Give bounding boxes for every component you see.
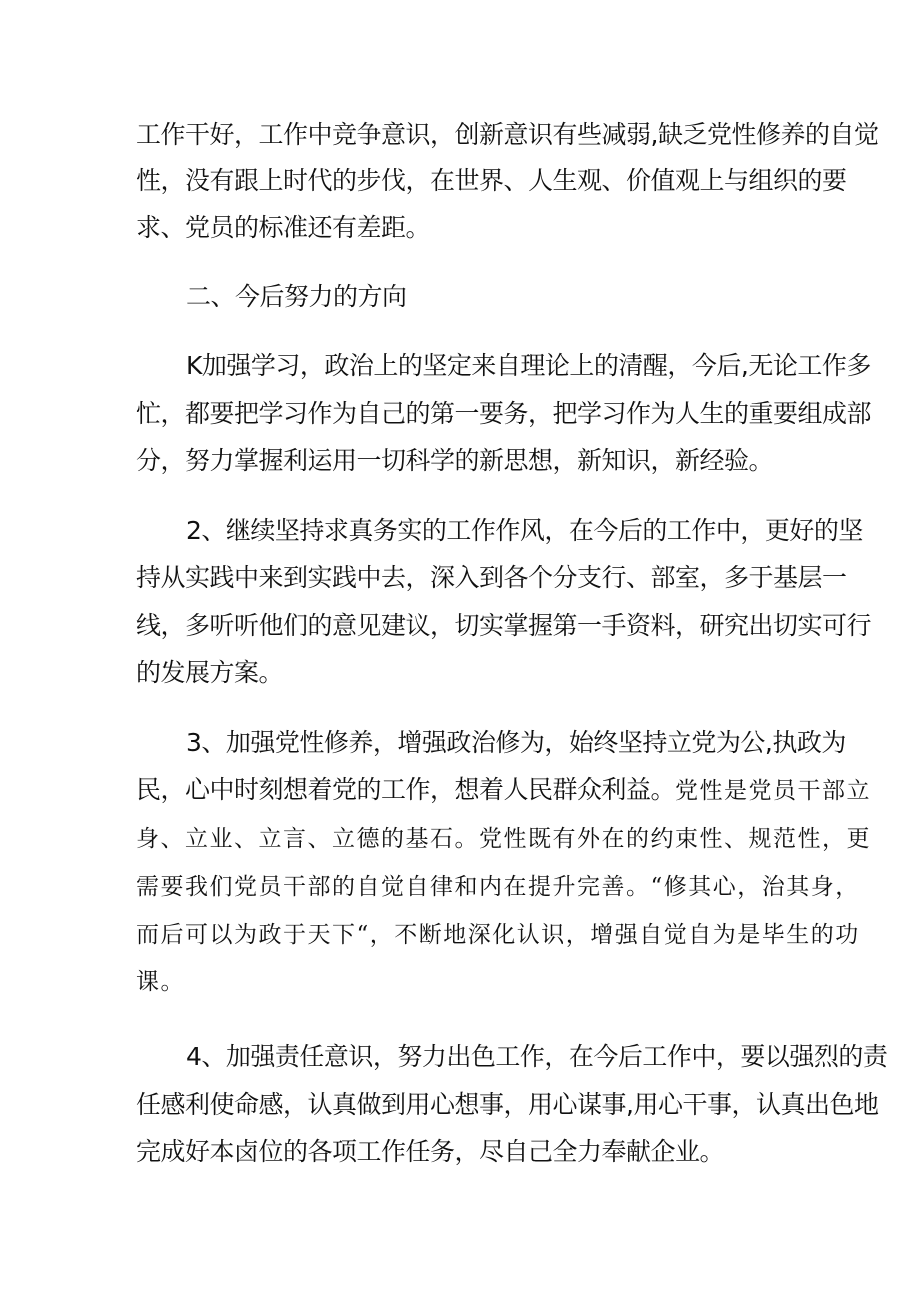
item2-line-3: 线，多听听他们的意见建议，切实掌握第一手资料，研究出切实可行 [136, 611, 872, 640]
item4-line-3: 完成好本卤位的各项工作任务，尽自己全力奉献企业。 [136, 1137, 725, 1166]
intro-line-2: 性，没有跟上时代的步伐，在世界、人生观、价值观上与组织的要 [136, 166, 847, 195]
intro-line-3: 求、党员的标准还有差距。 [136, 213, 431, 242]
item3-line-2 [136, 773, 871, 808]
item1-line-2: 忙，都要把学习作为自己的第一要务，把学习作为人生的重要组成部 [136, 399, 872, 428]
item3-line-5: 而后可以为政于天下“，不断地深化认识，增强自觉自为是毕生的功 [136, 922, 860, 948]
section-heading: 二、今后努力的方向 [186, 282, 407, 311]
item3-line-1: 3、加强党性修养，增强政治修为，始终坚持立党为公,执政为 [186, 728, 846, 757]
item4-line-1: 4、加强责任意识，努力出色工作，在今后工作中，要以强烈的责 [186, 1042, 888, 1071]
item2-line-2: 持从实践中来到实践中去，深入到各个分支行、部室，多于基层一 [136, 563, 847, 592]
item3-line-4: 需要我们党员干部的自觉自律和内在提升完善。“修其心，治其身， [136, 874, 860, 900]
item2-line-4: 的发展方案。 [136, 658, 284, 687]
item3-line-6: 课。 [136, 969, 185, 995]
item2-line-1: 2、继续坚持求真务实的工作作风，在今后的工作中，更好的坚 [186, 516, 863, 545]
item1-line-1: K加强学习，政治上的坚定来自理论上的清醒，今后,无论工作多 [186, 351, 871, 380]
item3-line-2-sans: 民，心中时刻想着党的工作，想着人民群众利益。 [136, 775, 676, 804]
item1-line-3: 分，努力掌握利运用一切科学的新思想，新知识，新经验。 [136, 446, 774, 475]
item3-line-3: 身、立业、立言、立德的基石。党性既有外在的约束性、规范性，更 [136, 826, 871, 852]
item3-line-2-serif: 党性是党员干部立 [675, 778, 872, 804]
item4-line-2: 任感利使命感，认真做到用心想事，用心谋事,用心干事，认真出色地 [136, 1090, 879, 1119]
intro-line-1: 工作干好，工作中竞争意识，创新意识有些减弱,缺乏党性修养的自觉 [136, 120, 879, 149]
